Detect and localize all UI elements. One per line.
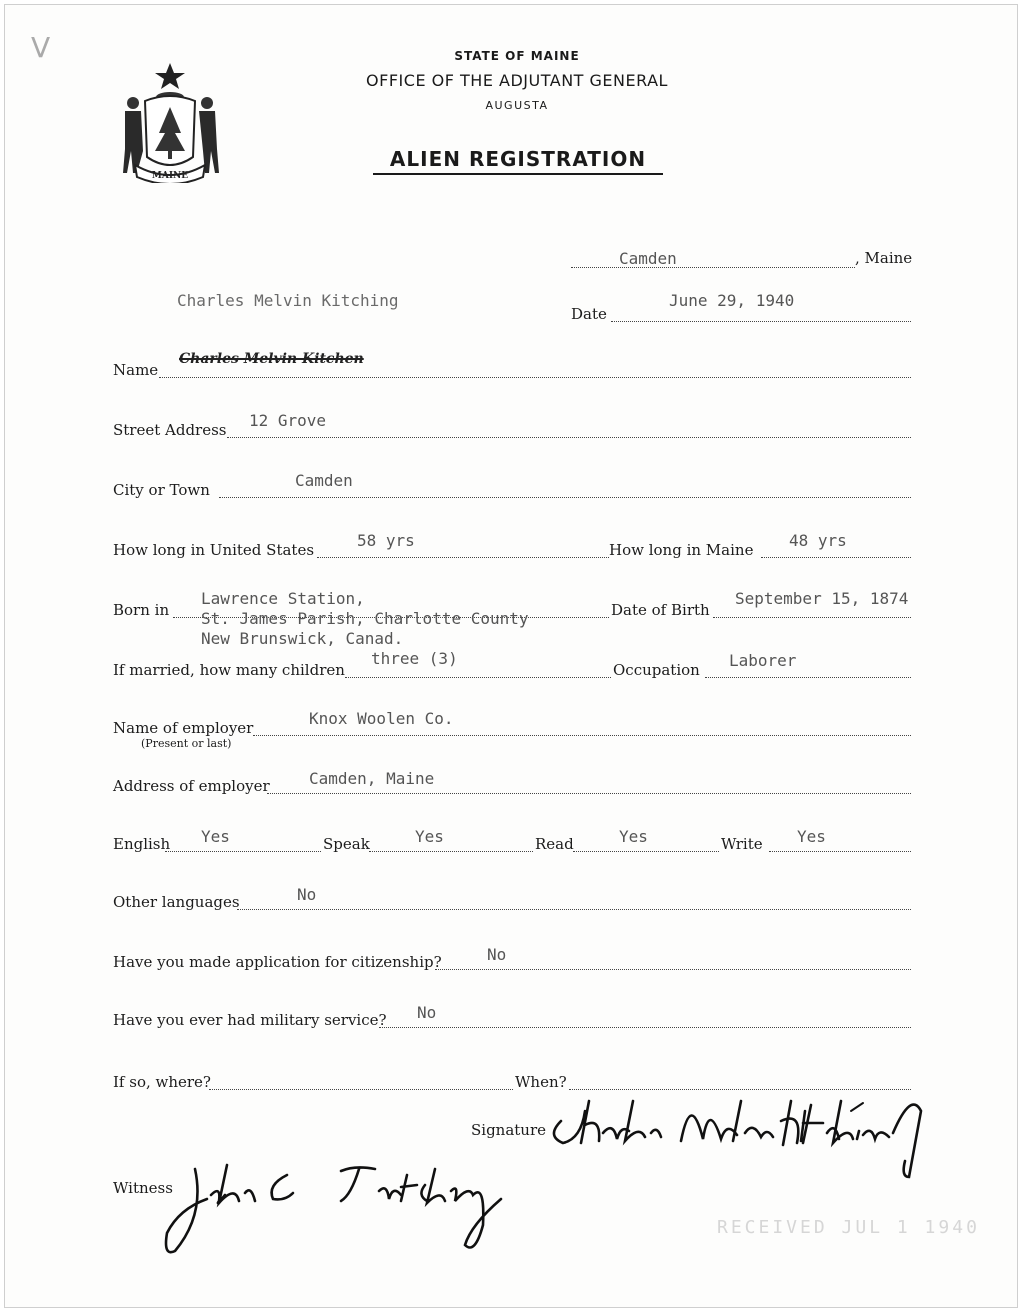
other-languages-line <box>237 909 911 910</box>
margin-check-mark: V <box>31 31 51 64</box>
born-value-line2: St. James Parish, Charlotte County <box>201 609 529 628</box>
citizenship-value: No <box>487 945 507 964</box>
citizenship-label: Have you made application for citizenship? <box>113 953 442 971</box>
employer-line <box>253 735 911 736</box>
place-line <box>571 267 855 268</box>
dob-label: Date of Birth <box>611 601 710 619</box>
maine-years-label: How long in Maine <box>609 541 754 559</box>
employer-address-value: Camden, Maine <box>309 769 435 788</box>
english-label: English <box>113 835 171 853</box>
employer-address-line <box>267 793 911 794</box>
maine-years-line <box>761 557 911 558</box>
place-state-label: , Maine <box>855 249 913 267</box>
dob-value: September 15, 1874 <box>735 589 909 608</box>
witness-handwriting <box>155 1155 565 1265</box>
read-value: Yes <box>619 827 648 846</box>
typed-name-value: Charles Melvin Kitching <box>177 291 399 310</box>
street-value: 12 Grove <box>249 411 327 430</box>
children-line <box>345 677 611 678</box>
where-line <box>209 1089 513 1090</box>
place-town-value: Camden <box>619 249 677 268</box>
name-line <box>159 377 911 378</box>
name-label: Name <box>113 361 159 379</box>
where-label: If so, where? <box>113 1073 211 1091</box>
street-label: Street Address <box>113 421 227 439</box>
name-value-struck: Charles Melvin Kitchen <box>179 351 364 367</box>
form-title: ALIEN REGISTRATION <box>373 147 663 175</box>
us-years-label: How long in United States <box>113 541 315 559</box>
military-value: No <box>417 1003 437 1022</box>
maine-years-value: 48 yrs <box>789 531 847 550</box>
street-line <box>227 437 911 438</box>
born-value-line1: Lawrence Station, <box>201 589 365 608</box>
registration-form <box>4 4 1018 1308</box>
english-value: Yes <box>201 827 230 846</box>
read-label: Read <box>535 835 574 853</box>
children-value: three (3) <box>371 649 458 668</box>
city-value: Camden <box>295 471 353 490</box>
when-label: When? <box>515 1073 567 1091</box>
occupation-line <box>705 677 911 678</box>
speak-line <box>369 851 533 852</box>
city-line <box>219 497 911 498</box>
employer-value: Knox Woolen Co. <box>309 709 454 728</box>
other-languages-value: No <box>297 885 317 904</box>
born-value-line3: New Brunswick, Canad. <box>201 629 404 648</box>
state-heading: STATE OF MAINE <box>454 49 580 63</box>
read-line <box>573 851 719 852</box>
dob-line <box>713 617 911 618</box>
military-label: Have you ever had military service? <box>113 1011 387 1029</box>
write-line <box>769 851 911 852</box>
date-label: Date <box>571 305 607 323</box>
city-label: City or Town <box>113 481 210 499</box>
occupation-value: Laborer <box>729 651 797 670</box>
city-heading: AUGUSTA <box>485 99 549 112</box>
witness-label: Witness <box>113 1179 173 1197</box>
employer-sublabel: (Present or last) <box>141 737 232 750</box>
maine-state-seal-icon <box>115 61 225 183</box>
speak-value: Yes <box>415 827 444 846</box>
occupation-label: Occupation <box>613 661 700 679</box>
write-value: Yes <box>797 827 826 846</box>
us-years-value: 58 yrs <box>357 531 415 550</box>
signature-label: Signature <box>471 1121 547 1139</box>
english-line <box>165 851 321 852</box>
speak-label: Speak <box>323 835 370 853</box>
svg-text:MAINE: MAINE <box>151 171 189 181</box>
other-languages-label: Other languages <box>113 893 240 911</box>
born-label: Born in <box>113 601 170 619</box>
us-years-line <box>317 557 609 558</box>
date-value: June 29, 1940 <box>669 291 795 310</box>
office-heading: OFFICE OF THE ADJUTANT GENERAL <box>366 71 668 90</box>
military-line <box>379 1027 911 1028</box>
citizenship-line <box>435 969 911 970</box>
signature-handwriting <box>541 1081 971 1181</box>
write-label: Write <box>721 835 763 853</box>
children-label: If married, how many children <box>113 661 345 679</box>
received-stamp: RECEIVED JUL 1 1940 <box>717 1217 980 1238</box>
employer-label: Name of employer <box>113 719 254 737</box>
employer-address-label: Address of employer <box>113 777 270 795</box>
date-line <box>611 321 911 322</box>
